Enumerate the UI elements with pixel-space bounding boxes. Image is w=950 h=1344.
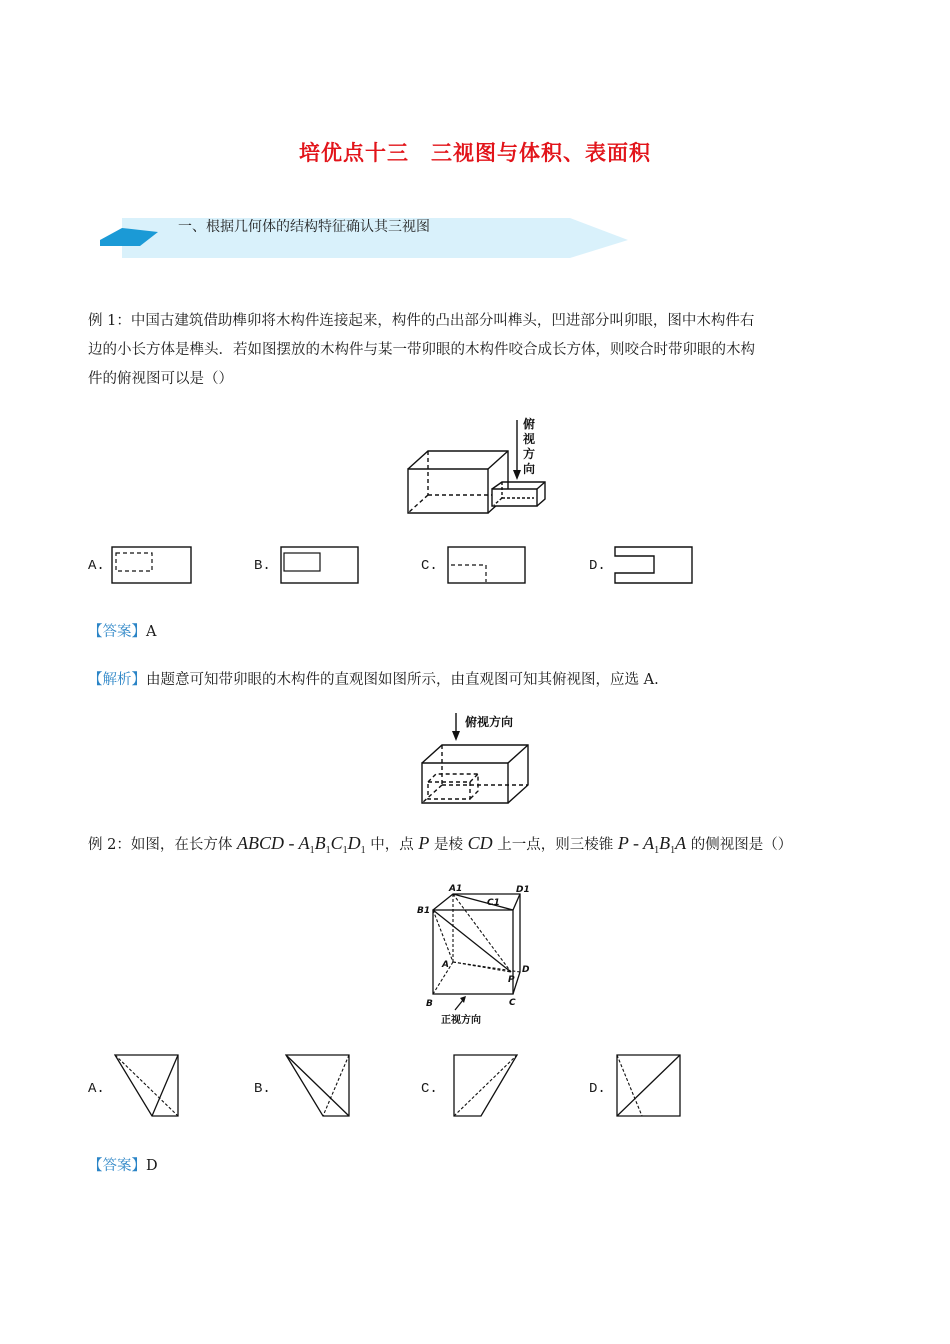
vertex-label-c: C (509, 998, 516, 1008)
example2-question (88, 833, 792, 856)
example1-figure-label-char-3: 方 (523, 447, 536, 461)
vertex-label-c1: C1 (487, 898, 500, 908)
vertex-label-b: B (426, 999, 433, 1009)
example1-option-d-figure (612, 545, 696, 585)
example1-line-1: 例 1：中国古建筑借助榫卯将木构件连接起来，构件的凸出部分叫榫头，凹进部分叫卯眼，图中木构件右 (88, 313, 755, 329)
example2-pyramid: P - $A_1B_1A$ (617, 833, 687, 856)
example1-figure-label-char-2: 视 (523, 432, 536, 446)
example2-solid-name: ABCD - A (236, 833, 310, 853)
example2-option-c-figure (449, 1052, 521, 1120)
example2-option-d-label: D. (589, 1081, 606, 1097)
example2-option-a-figure (112, 1052, 184, 1120)
example2-answer: D (146, 1158, 158, 1174)
example2-option-c-label: C. (421, 1081, 438, 1097)
example1-option-a-label: A. (88, 558, 105, 574)
example2-mid3: 上一点，则三棱锥 (497, 837, 614, 853)
example1-figure (400, 414, 560, 524)
example2-answer-tag: 【答案】 (88, 1158, 146, 1174)
example2-mid1: 中，点 (370, 837, 414, 853)
example1-figure-label-char-1: 俯 (523, 417, 536, 431)
vertex-label-d: D (522, 965, 530, 975)
example2-option-d-figure (612, 1052, 684, 1120)
example1-line-2: 边的小长方体是榫头．若如图摆放的木构件与某一带卯眼的木构件咬合成长方体，则咬合时带卯眼的木构 (88, 342, 755, 358)
example2-mid2: 是棱 (433, 837, 463, 853)
example1-answer-line (88, 620, 156, 641)
example2-solid-sub-4: 1 (360, 845, 366, 856)
example1-option-a-figure (110, 545, 194, 585)
example1-question (88, 307, 868, 394)
example1-figure-label-char-4: 向 (523, 462, 536, 476)
example2-answer-line (88, 1154, 158, 1175)
vertex-label-d1: D1 (516, 885, 530, 895)
example1-option-c-figure (446, 545, 530, 585)
example1-option-c-label: C. (421, 558, 438, 574)
example1-answer: A (146, 624, 157, 640)
example2-solid-sub-1: 1 (309, 845, 315, 856)
example2-suffix: 的侧视图是（） (690, 837, 793, 853)
example1-option-b-figure (279, 545, 363, 585)
example1-answer-tag: 【答案】 (88, 624, 146, 640)
example2-solid: ABCD - $A_1B_1C_1D_1$ (236, 833, 366, 856)
example2-option-b-label: B. (254, 1081, 271, 1097)
example1-option-b-label: B. (254, 558, 271, 574)
example1-analysis-figure (418, 711, 548, 807)
vertex-label-p: P (508, 975, 515, 985)
example2-figure (415, 882, 545, 1027)
example1-analysis: 由题意可知带卯眼的木构件的直观图如图所示，由直观图可知其俯视图，应选 A. (146, 672, 659, 688)
example1-line-3: 件的俯视图可以是（） (88, 371, 233, 387)
example1-analysis-line (88, 668, 659, 689)
example1-analysis-tag: 【解析】 (88, 672, 146, 688)
vertex-label-b1: B1 (417, 906, 431, 916)
example2-pyramid-name: P - A (617, 833, 655, 853)
example2-option-b-figure (283, 1052, 355, 1120)
example1-option-d-label: D. (589, 558, 606, 574)
example2-solid-sub-3: 1 (342, 845, 348, 856)
example2-edge: CD (467, 833, 493, 853)
example1-analysis-figure-label: 俯视方向 (465, 715, 514, 729)
vertex-label-a: A (442, 960, 449, 970)
example2-solid-sub-2: 1 (325, 845, 331, 856)
vertex-label-a1: A1 (449, 884, 463, 894)
example2-option-a-label: A. (88, 1081, 105, 1097)
example2-prefix: 例 2：如图，在长方体 (88, 837, 233, 853)
example2-direction-label: 正视方向 (441, 1015, 481, 1026)
section-heading: 一、根据几何体的结构特征确认其三视图 (178, 219, 430, 235)
example2-point: P (418, 833, 430, 853)
page-title: 培优点十三 三视图与体积、表面积 (299, 141, 651, 165)
